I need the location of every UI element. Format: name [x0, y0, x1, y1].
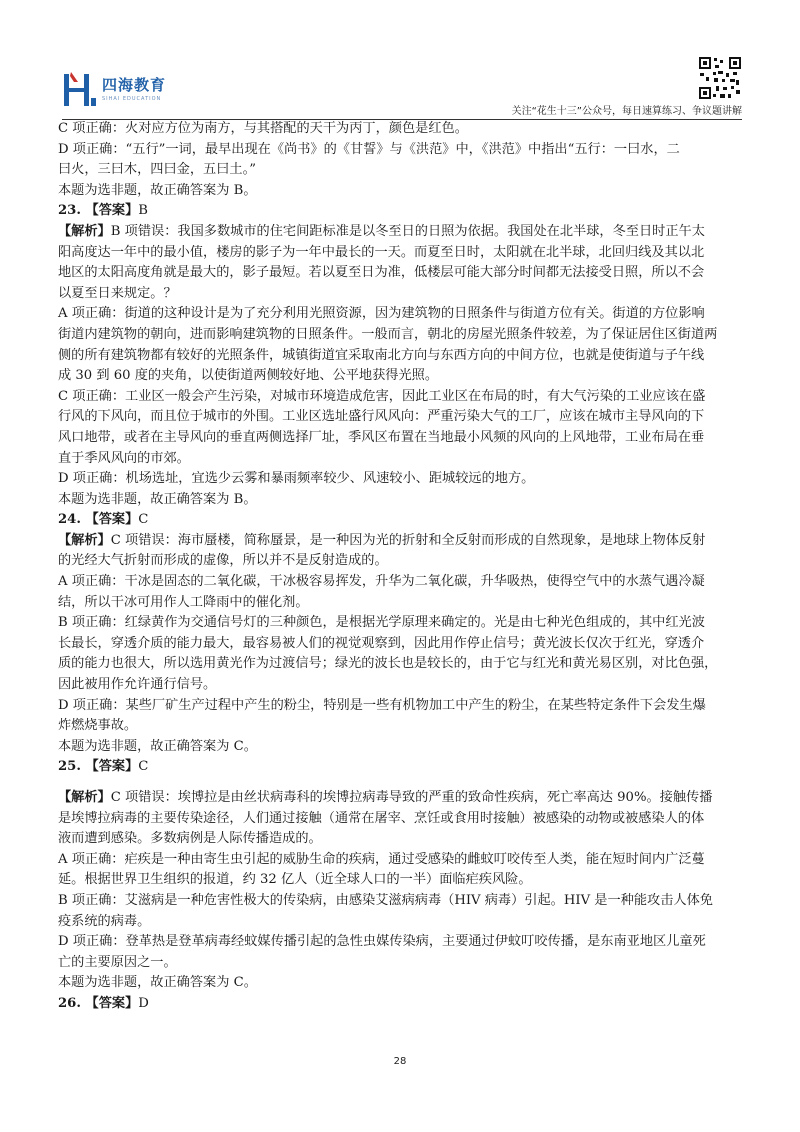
- text-line: [58, 593, 748, 614]
- text-line: [58, 284, 748, 305]
- text-line: [58, 912, 748, 933]
- line-text: 延。根据世界卫生组织的报道，约 32 亿人（近全球人口的一半）面临疟疾风险。: [58, 872, 532, 888]
- text-line: [58, 757, 748, 778]
- text-line: [58, 613, 748, 634]
- line-text: 街道内建筑物的朝向，进而影响建筑物的日照条件。一般而言，朝北的房屋光照条件较差，为了保证居住区街道两: [58, 326, 718, 342]
- line-text: 液而遭到感染。多数病例是人际传播造成的。: [58, 831, 322, 847]
- text-line: [58, 737, 748, 758]
- brand-subtitle: SIHAI EDUCATION: [102, 96, 162, 102]
- answer-label: 24. 【答案】: [58, 512, 139, 528]
- document-body: [58, 119, 748, 1015]
- page-header: [62, 56, 742, 118]
- text-line: [58, 222, 748, 243]
- text-line: [58, 490, 748, 511]
- text-line: [58, 407, 748, 428]
- text-line: [58, 304, 748, 325]
- line-text: B 项错误：我国多数城市的住宅间距标准是以冬至日的日照为依据。我国处在北半球，冬至日时正午太: [110, 223, 705, 239]
- text-line: [58, 829, 748, 850]
- answer-label: 【解析】: [58, 223, 111, 239]
- line-text: 是埃博拉病毒的主要传染途径，人们通过接触（通常在屠宰、烹饪或食用时接触）被感染的动物或被感染人的体: [58, 810, 705, 826]
- sihai-education-logo: [62, 70, 192, 114]
- line-text: C 项错误：海市蜃楼，简称蜃景，是一种因为光的折射和全反射而形成的自然现象，是地球上物体反射: [110, 532, 706, 548]
- text-line: [58, 387, 748, 408]
- text-line: [58, 634, 748, 655]
- line-text: 侧的所有建筑物都有较好的光照条件，城镇街道宜采取南北方向与东西方向的中间方位，也就是使街道与子午线: [58, 347, 705, 363]
- line-text: A 项正确：干冰是固态的二氧化碳，干冰极容易挥发，升华为二氧化碳，升华吸热，使得空气中的水蒸气遇冷凝: [58, 574, 705, 590]
- page-number: 28: [393, 1056, 407, 1067]
- line-text: 的光经大气折射而形成的虚像，所以并不是反射造成的。: [58, 553, 388, 569]
- answer-label: 【解析】: [58, 790, 111, 805]
- line-text: C: [138, 512, 149, 528]
- text-line: [58, 366, 748, 387]
- line-text: 长最长，穿透介质的能力最大，最容易被人们的视觉观察到，因此用作停止信号；黄光波长仅次于红光，穿透介: [58, 635, 705, 651]
- line-text: 直于季风风向的市郊。: [58, 450, 190, 466]
- line-text: 本题为选非题，故正确答案为 B。: [58, 491, 257, 507]
- qr-code-icon: [698, 56, 742, 100]
- line-text: D 项正确：某些厂矿生产过程中产生的粉尘，特别是一些有机物加工中产生的粉尘，在某些特定条件下会发生爆: [58, 697, 706, 713]
- text-line: [58, 428, 748, 449]
- logo-mark-icon: [62, 70, 98, 110]
- line-text: 阳高度达一年中的最小值，楼房的影子为一年中最长的一天。而夏至日时，太阳就在北半球，北回归线及其以北: [58, 244, 705, 260]
- text-line: [58, 119, 748, 140]
- text-line: [58, 572, 748, 593]
- text-line: [58, 140, 748, 161]
- text-line: [58, 325, 748, 346]
- line-text: 本题为选非题，故正确答案为 C。: [58, 975, 257, 991]
- text-line: [58, 510, 748, 531]
- text-line: [58, 243, 748, 264]
- line-text: B 项正确：红绿黄作为交通信号灯的三种颜色，是根据光学原理来确定的。光是由七种光色组成的，其中红光波: [58, 615, 705, 631]
- text-line: [58, 551, 748, 572]
- line-text: 风口地带，或者在主导风向的垂直两侧选择厂址，季风区布置在当地最小风频的风向的上风地带，工业布局在垂: [58, 429, 705, 445]
- line-text: 成 30 到 60 度的夹角，以使街道两侧较好地、公平地获得光照。: [58, 368, 439, 384]
- text-line: [58, 469, 748, 490]
- line-text: 本题为选非题，故正确答案为 B。: [58, 182, 257, 198]
- line-text: C 项正确：火对应方位为南方，与其搭配的天干为丙丁，颜色是红色。: [58, 121, 468, 136]
- line-text: A 项正确：疟疾是一种由寄生虫引起的威胁生命的疾病，通过受感染的雌蚊叮咬传至人类，能在短时间内广泛蔓: [58, 851, 705, 867]
- line-text: C 项错误：埃博拉是由丝状病毒科的埃博拉病毒导致的严重的致命性疾病，死亡率高达 90%。接触传播: [110, 790, 713, 805]
- text-line: [58, 654, 748, 675]
- line-text: 曰火，三曰木，四曰金，五曰土。”: [58, 162, 256, 178]
- text-line: [58, 449, 748, 470]
- line-text: C: [138, 759, 149, 775]
- line-text: 质的能力也很大，所以选用黄光作为过渡信号；绿光的波长也是较长的，由于它与红光和黄光易区别，对比色强，: [58, 656, 718, 672]
- text-line: [58, 531, 748, 552]
- text-line: [58, 973, 748, 994]
- text-line: [58, 346, 748, 367]
- line-text: 本题为选非题，故正确答案为 C。: [58, 738, 257, 754]
- text-line: [58, 160, 748, 181]
- brand-name: 四海教育: [102, 76, 167, 94]
- line-text: C 项正确：工业区一般会产生污染，对城市环境造成危害，因此工业区在布局的时，有大气污染的工业应该在盛: [58, 388, 706, 404]
- line-text: 结，所以干冰可用作人工降雨中的催化剂。: [58, 594, 309, 610]
- line-text: 地区的太阳高度角就是最大的，影子最短。若以夏至日为准，低楼层可能大部分时间都无法接受日照，所以不会: [58, 265, 705, 281]
- text-line: [58, 953, 748, 974]
- line-text: D: [138, 995, 149, 1011]
- line-text: B 项正确：艾滋病是一种危害性极大的传染病，由感染艾滋病病毒（HIV 病毒）引起。HIV 是一种能攻击人体免: [58, 892, 713, 908]
- text-line: [58, 263, 748, 284]
- text-line: [58, 870, 748, 891]
- line-text: 行风的下风向，而且位于城市的外围。工业区选址盛行风风向：严重污染大气的工厂，应该在城市主导风向的下: [58, 409, 705, 425]
- text-line: [58, 994, 748, 1015]
- text-line: [58, 201, 748, 222]
- text-line: [58, 716, 748, 737]
- line-text: D 项正确：机场选址，宜选少云雾和暴雨频率较少、风速较小、距城较远的地方。: [58, 471, 535, 487]
- text-line: [58, 696, 748, 717]
- text-line: [58, 850, 748, 871]
- text-line: [58, 181, 748, 202]
- line-text: B: [138, 203, 148, 219]
- text-line: [58, 788, 748, 809]
- line-text: 亡的主要原因之一。: [58, 954, 177, 970]
- line-text: 以夏至日来规定。？: [58, 285, 177, 301]
- header-slogan: 关注“花生十三”公众号，每日速算练习、争议题讲解: [511, 106, 742, 117]
- line-text: D 项正确：登革热是登革病毒经蚊媒传播引起的急性虫媒传染病，主要通过伊蚊叮咬传播，是东南亚地区儿童死: [58, 934, 706, 950]
- line-text: D 项正确：“五行”一词，最早出现在《尚书》的《甘誓》与《洪范》中，《洪范》中指出“五行：一曰水，二: [58, 141, 680, 157]
- line-text: 疫系统的病毒。: [58, 913, 151, 929]
- text-line: [58, 809, 748, 830]
- answer-label: 26. 【答案】: [58, 995, 139, 1011]
- line-text: 炸燃烧事故。: [58, 718, 138, 734]
- answer-label: 23. 【答案】: [58, 203, 139, 219]
- line-text: 因此被用作允许通行信号。: [58, 677, 217, 693]
- answer-label: 25. 【答案】: [58, 759, 139, 775]
- text-line: [58, 932, 748, 953]
- answer-label: 【解析】: [58, 532, 111, 548]
- text-line: [58, 675, 748, 696]
- line-text: A 项正确：街道的这种设计是为了充分利用光照资源，因为建筑物的日照条件与街道方位有关。街道的方位影响: [58, 306, 705, 322]
- text-line: [58, 891, 748, 912]
